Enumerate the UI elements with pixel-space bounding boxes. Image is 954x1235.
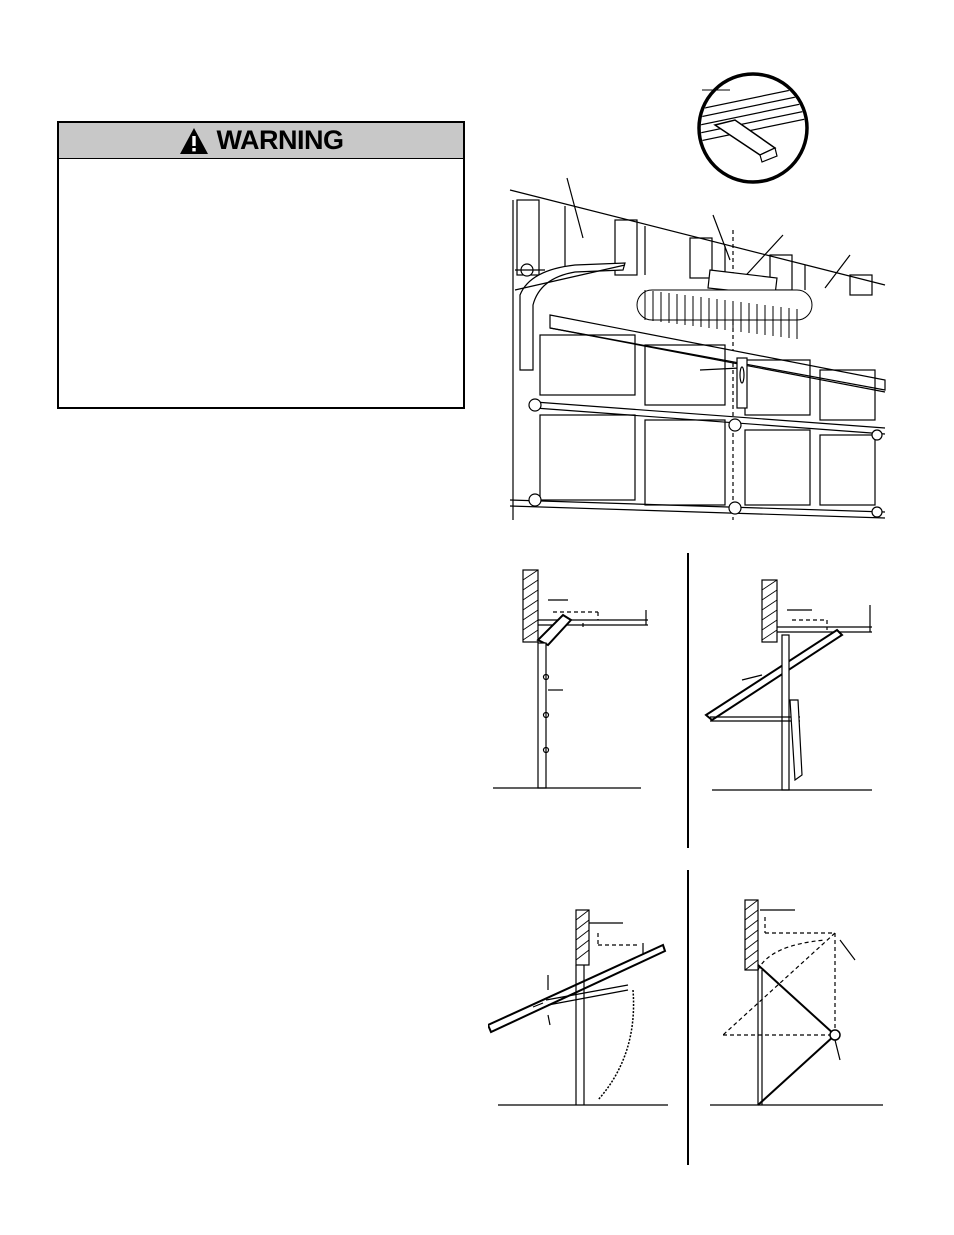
warning-header — [59, 123, 463, 159]
figure-divider-bottom — [687, 870, 689, 1165]
figure-divider-top — [687, 553, 689, 848]
garage-door-overview-illustration — [505, 170, 890, 525]
one-piece-door-with-track-illustration — [488, 905, 673, 1115]
warning-box — [57, 121, 465, 409]
one-piece-door-no-track-illustration — [705, 895, 890, 1110]
sectional-door-illustration — [493, 565, 653, 795]
warning-title: WARNING — [216, 125, 344, 155]
sectional-door-with-track-illustration — [702, 575, 882, 795]
warning-triangle-icon — [179, 127, 209, 155]
